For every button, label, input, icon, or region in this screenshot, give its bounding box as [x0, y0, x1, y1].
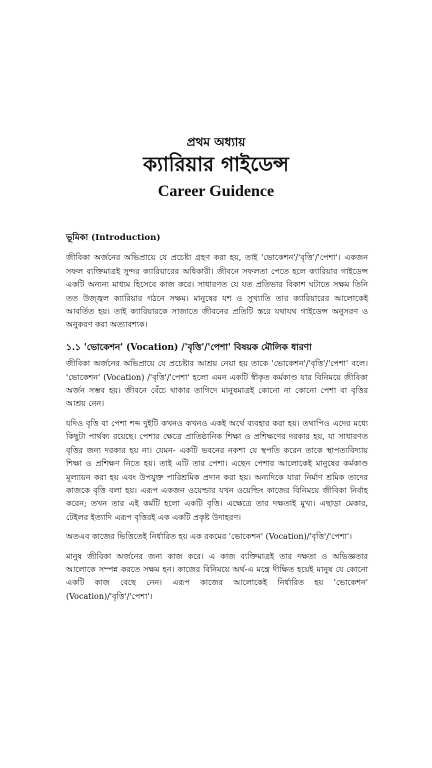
- chapter-label: প্রথম অধ্যায়: [186, 135, 246, 149]
- section-paragraph-1: জীবিকা অর্জনের অভিপ্রায়ে যে প্রচেষ্টার আশ্রয় নেয়া হয় তাকে 'ভোকেশন'/'বৃত্তি'/'পেশা' বলে। 'ভোকেশন' (Vocation) /'বৃত্তি'/'পেশা' হলো এমন একটি স্বীকৃত কর্মকাণ্ড যার বিনিময়ে জীবিকা অর্জন সম্ভব হয়। জীবনে বেঁচে থাকার তাগিদে মানুষমাত্রই কোনো না কোনো পেশা বা বৃত্তির আশ্রয় নেন।: [66, 359, 368, 409]
- section-heading-1-1: ১.১ 'ভোকেশন' (Vocation) /'বৃত্তি'/'পেশা' বিষয়ক মৌলিক ধারণা: [66, 342, 312, 353]
- section-paragraph-2: যদিও বৃত্তি বা পেশা শব্দ দুইটি কখনও কখনও একই অর্থে ব্যবহার করা হয়। তথাপিও এদের মধ্যে কিছুটা পার্থক্য রয়েছে। পেশার ক্ষেত্রে প্রাতিষ্ঠানিক শিক্ষা ও প্রশিক্ষণের দরকার হয়, যা সাধারণত বৃত্তির জন্য দরকার হয় না। যেমন- একটি ভবনের নকশা যে স্থপতি করেন তাকে স্থাপত্যবিদ্যায় শিক্ষা ও প্রশিক্ষণ নিতে হয়। তাই এটি তার পেশা। এছেন পেশার আলোকেই মানুষের কর্মকাণ্ড মূল্যায়ন করা হয় এবং উপযুক্ত পারিশ্রমিক প্রদান করা হয়। অন্যদিকে যারা নির্মাণ শ্রমিক তাদের কাজকে বৃত্তি বলা হয়। এরূপ একজন ওয়েল্ডার যখন ওয়েল্ডিং কাজের বিনিময়ে জীবিকা নির্বাহ করেন; তখন তার এই কর্মটি হলো একটি বৃত্তি। এক্ষেত্রে তার দক্ষতাই মুখ্য। এছাড়া মেকার, টেইলর ইত্যাদি এরূপ বৃত্তিরই এক একটি প্রকৃষ্ট উদাহরণ।: [66, 418, 368, 522]
- chapter-title-bengali: ক্যারিয়ার গাইডেন্স: [143, 152, 289, 176]
- page-content: [66, 232, 368, 609]
- intro-paragraph: জীবিকা অর্জনের অভিপ্রায়ে যে প্রচেষ্টা গ্রহণ করা হয়, তাই 'ভোকেশন'/'বৃত্তি'/'পেশা'। একজন সফল ব্যক্তিমাত্রই সুন্দর ক্যারিয়ারের অধিকারী। জীবনে সফলতা পেতে হলে ক্যারিয়ার গাইডেন্স একটি অন্যন্য মাধ্যম হিসেবে কাজ করে। সাধারণত যে যত প্রতিভার বিকাশ ঘটাতে সক্ষম তিনি তত উজ্জ্বল ক্যারিয়ার গঠনে সক্ষম। মানুষের যশ ও সুখ্যাতি তার ক্যারিয়ারের আলোকেই আবর্তিত হয়। তাই ক্যারিয়ারকে সাজাতে জীবনের প্রতিটি স্তরে যথাযথ গাইডেন্স অনুসরণ ও অনুকরণ করা অত্যাবশ্যক।: [66, 253, 368, 330]
- section-paragraph-4: মানুষ জীবিকা অর্জনের জন্য কাজ করে। এ কাজ ব্যক্তিমাত্রই তার দক্ষতা ও অভিজ্ঞতার আলোকে সম্পন্ন করতে সক্ষম হন। কাজের বিনিময়ে অর্থ-এ মন্ত্রে দীক্ষিত হয়েই মানুষ যে কোনো একটি কাজ বেছে নেন। এরূপ কাজের আলোকেই নির্ধারিত হয় 'ভোকেশন' (Vocation)/'বৃত্তি'/'পেশা'।: [66, 551, 368, 601]
- section-paragraph-3: অতএব কাজের ভিত্তিতেই নির্ধারিত হয় এক রকমের 'ভোকেশন' (Vocation)/'বৃত্তি'/'পেশা'।: [66, 532, 352, 542]
- intro-heading: ভূমিকা (Introduction): [66, 233, 161, 243]
- chapter-title-english: Career Guidence: [157, 183, 275, 200]
